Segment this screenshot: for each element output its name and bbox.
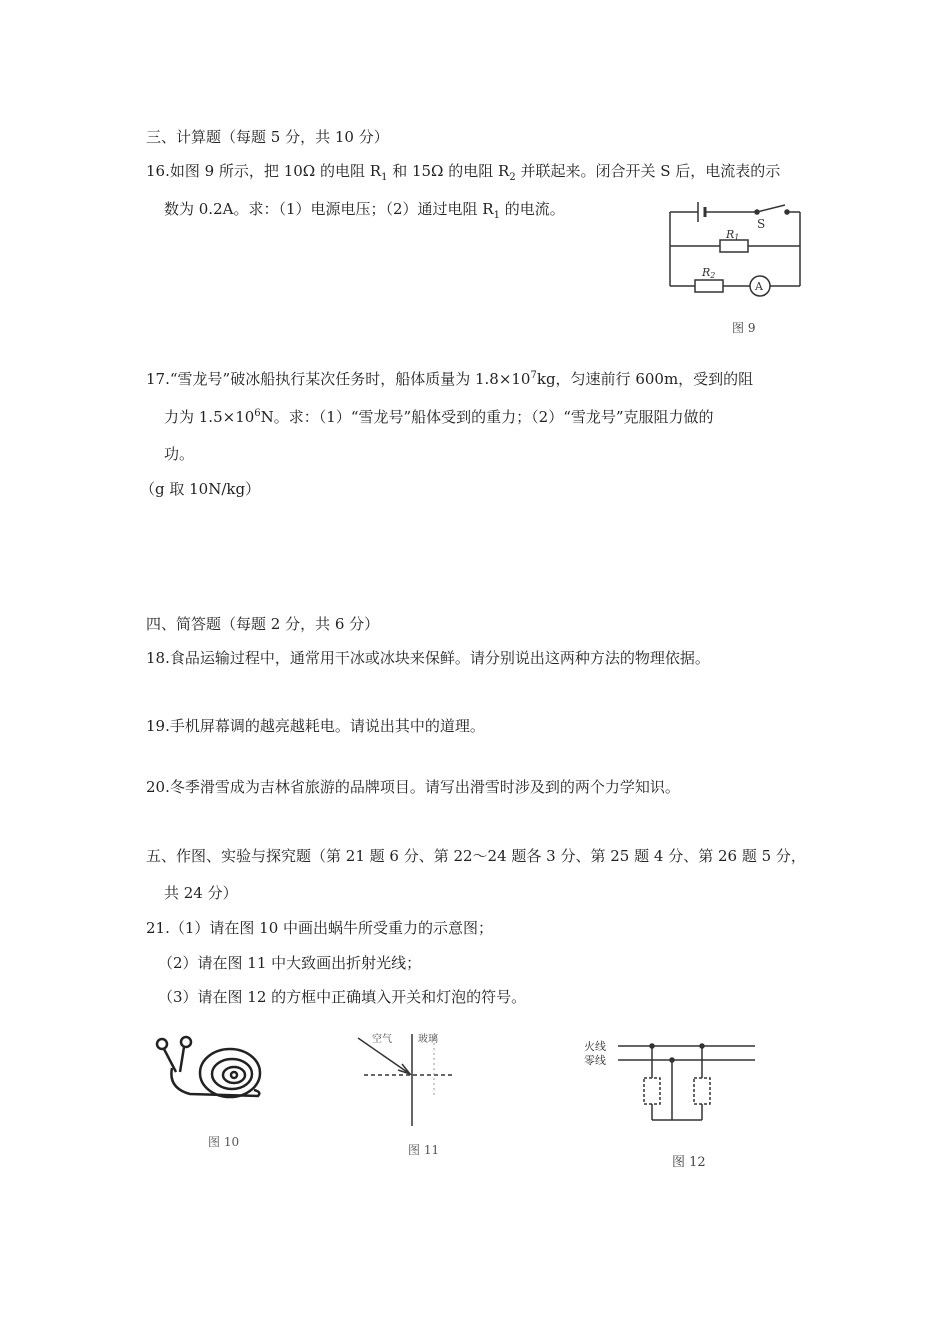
- question-19: 19.手机屏幕调的越亮越耗电。请说出其中的道理。: [146, 717, 485, 735]
- live-wire-label: 火线: [584, 1040, 606, 1053]
- figure-11-caption: 图 11: [408, 1143, 440, 1157]
- question-21-part2: （2）请在图 11 中大致画出折射光线；: [158, 954, 422, 972]
- question-18: 18.食品运输过程中，通常用干冰或冰块来保鲜。请分别说出这两种方法的物理依据。: [146, 649, 710, 667]
- question-16-line1: 16.如图 9 所示，把 10Ω 的电阻 $R_1$ 和 15Ω 的电阻 $R_2$ 并联起来。闭合开关 S 后，电流表的示: [146, 162, 781, 183]
- section-4-title: 四、简答题（每题 2 分，共 6 分）: [146, 615, 380, 633]
- r2-label: R2: [702, 266, 716, 280]
- figure-9-circuit: [660, 196, 820, 341]
- question-17-note: （g 取 10N/kg）: [140, 480, 261, 498]
- figure-9-caption: 图 9: [732, 321, 756, 335]
- question-17-line1: 17.“雪龙号”破冰船执行某次任务时，船体质量为 $1.8\times 10^7kg$，匀速前行 600m，受到的阻: [146, 370, 754, 388]
- figure-11-refraction: [350, 1028, 470, 1163]
- question-17-line3: 功。: [164, 445, 195, 463]
- ammeter-label: A: [755, 280, 763, 293]
- air-label: 空气: [372, 1034, 392, 1045]
- switch-label: S: [757, 217, 766, 231]
- r1-label: R1: [726, 228, 740, 242]
- figure-12-household-circuit: [580, 1030, 760, 1170]
- neutral-wire-label: 零线: [584, 1054, 606, 1067]
- question-16-line2: 数为 0.2A。求：（1）电源电压；（2）通过电阻 $R_1$ 的电流。: [164, 200, 565, 221]
- section-5-title-cont: 共 24 分）: [164, 884, 238, 902]
- glass-label: 玻璃: [418, 1034, 438, 1045]
- question-20: 20.冬季滑雪成为吉林省旅游的品牌项目。请写出滑雪时涉及到的两个力学知识。: [146, 778, 680, 796]
- figure-12-caption: 图 12: [672, 1155, 706, 1170]
- question-17-line2: 力为 $1.5\times 10^6N$。求：（1）“雪龙号”船体受到的重力；（2）“雪龙号”克服阻力做的: [164, 408, 714, 426]
- figure-10-snail: [150, 1028, 280, 1158]
- question-21-part3: （3）请在图 12 的方框中正确填入开关和灯泡的符号。: [158, 988, 527, 1006]
- section-3-title: 三、计算题（每题 5 分，共 10 分）: [146, 128, 389, 146]
- figure-10-caption: 图 10: [208, 1135, 240, 1149]
- question-21-part1: 21.（1）请在图 10 中画出蜗牛所受重力的示意图；: [146, 919, 494, 937]
- section-5-title: 五、作图、实验与探究题（第 21 题 6 分、第 22～24 题各 3 分、第 25 题 4 分、第 26 题 5 分，: [146, 847, 806, 865]
